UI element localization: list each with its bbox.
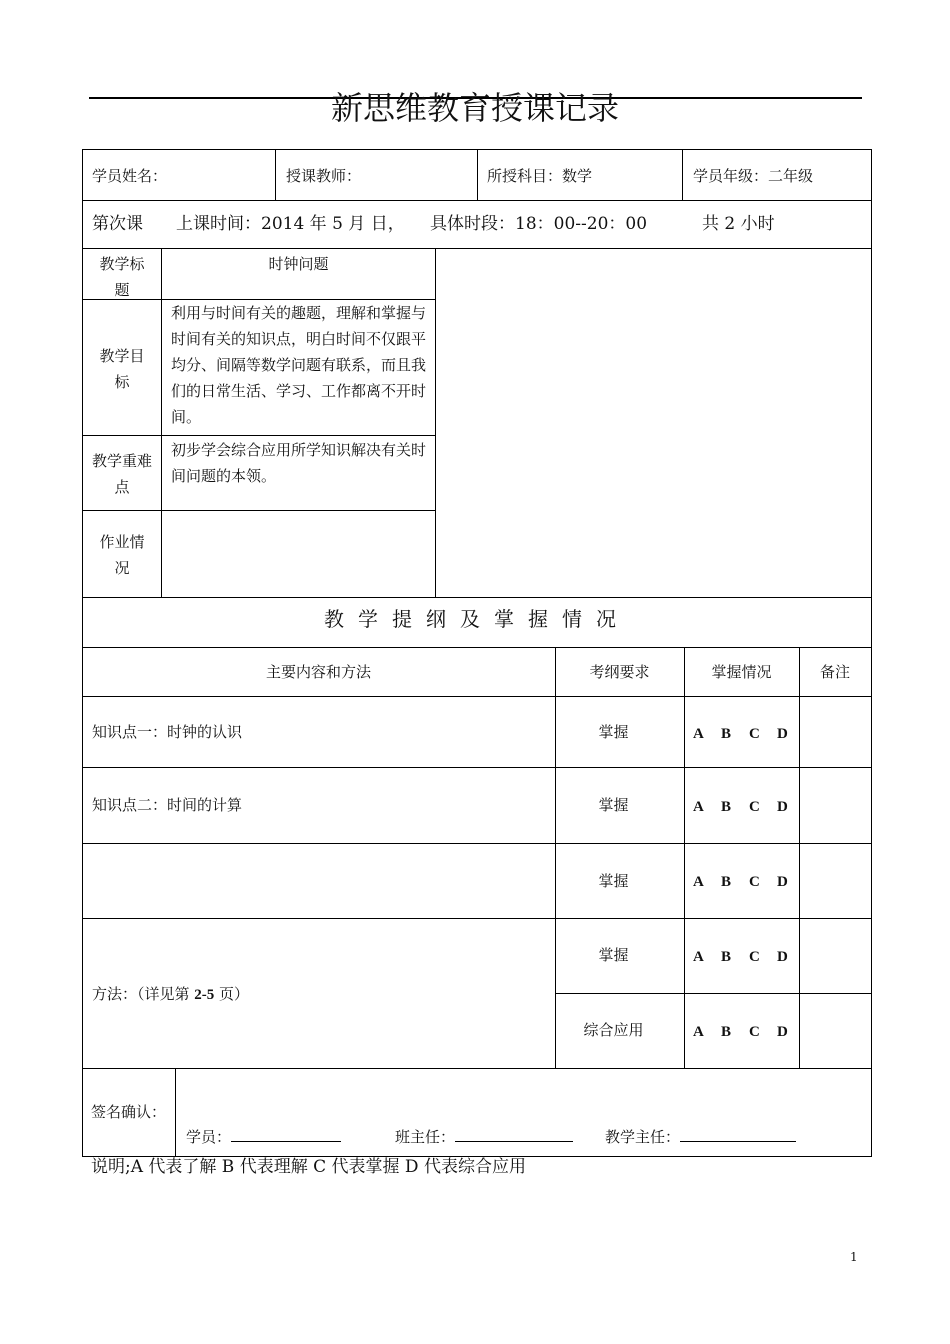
sign-class-teacher: 班主任： bbox=[395, 1124, 573, 1150]
row-1-req: 掌握 bbox=[598, 723, 629, 741]
grade-d: D bbox=[777, 949, 788, 965]
key-label: 教学重难点 bbox=[92, 452, 153, 496]
grade-a: A bbox=[693, 874, 704, 890]
grade-a: A bbox=[693, 1024, 704, 1040]
student-name-label: 学员姓名： bbox=[92, 167, 168, 185]
grade-c: C bbox=[749, 949, 760, 965]
goal-label: 教学目标 bbox=[99, 347, 145, 391]
lesson-total: 共 2 小时 bbox=[702, 214, 775, 234]
grade-a: A bbox=[693, 726, 704, 742]
row-4-req: 掌握 bbox=[598, 946, 629, 964]
outline-title: 教学提纲及掌握情况 bbox=[324, 607, 630, 631]
col-content-header: 主要内容和方法 bbox=[265, 663, 371, 681]
lesson-time: 上课时间：2014 年 5 月 日， bbox=[176, 214, 405, 234]
row-2-content: 知识点二：时间的计算 bbox=[92, 796, 243, 814]
row-3-grades bbox=[693, 872, 805, 892]
row-5-req: 综合应用 bbox=[583, 1021, 644, 1039]
row-4-grades bbox=[693, 947, 805, 967]
row-5-grades bbox=[693, 1022, 805, 1042]
method-text: 方法：（详见第 2-5 页） bbox=[92, 985, 250, 1003]
page-title: 新思维教育授课记录 bbox=[330, 89, 619, 127]
class-teacher-signature-line[interactable] bbox=[455, 1125, 573, 1142]
row-3-req: 掌握 bbox=[598, 872, 629, 890]
grade-b: B bbox=[721, 726, 732, 742]
grade-b: B bbox=[721, 1024, 732, 1040]
homework-label: 作业情况 bbox=[99, 533, 145, 577]
grade-d: D bbox=[777, 1024, 788, 1040]
teacher-label: 授课教师： bbox=[286, 167, 362, 185]
legend-note: 说明;A 代表了解 B 代表理解 C 代表掌握 D 代表综合应用 bbox=[91, 1157, 526, 1177]
page-number: 1 bbox=[850, 1250, 858, 1264]
col-note-header: 备注 bbox=[819, 663, 850, 681]
subject-label: 所授科目：数学 bbox=[487, 167, 593, 185]
key-value: 初步学会综合应用所学知识解决有关时间问题的本领。 bbox=[171, 441, 427, 485]
grade-c: C bbox=[749, 1024, 760, 1040]
grade-c: C bbox=[749, 874, 760, 890]
col-req-header: 考纲要求 bbox=[589, 663, 650, 681]
sign-label: 签名确认： bbox=[91, 1103, 167, 1121]
grade-a: A bbox=[693, 949, 704, 965]
grade-c: C bbox=[749, 799, 760, 815]
row-1-content: 知识点一：时钟的认识 bbox=[92, 723, 243, 741]
grade-d: D bbox=[777, 874, 788, 890]
goal-value: 利用与时间有关的趣题，理解和掌握与时间有关的知识点，明白时间不仅跟平均分、间隔等数学问题有联系，而且我们的日常生活、学习、工作都离不开时间。 bbox=[171, 304, 427, 426]
lesson-number: 第次课 bbox=[92, 214, 143, 234]
row-2-grades bbox=[693, 797, 805, 817]
grade-b: B bbox=[721, 874, 732, 890]
grade-a: A bbox=[693, 799, 704, 815]
lesson-period: 具体时段：18：00--20：00 bbox=[430, 214, 648, 234]
sign-director: 教学主任： bbox=[605, 1124, 796, 1150]
topic-value: 时钟问题 bbox=[268, 255, 329, 273]
row-1-grades bbox=[693, 724, 805, 744]
topic-label: 教学标题 bbox=[99, 255, 145, 299]
sign-student: 学员： bbox=[186, 1124, 341, 1150]
grade-d: D bbox=[777, 799, 788, 815]
grade-b: B bbox=[721, 949, 732, 965]
director-signature-line[interactable] bbox=[680, 1125, 796, 1142]
grade-label: 学员年级：二年级 bbox=[693, 167, 814, 185]
grade-d: D bbox=[777, 726, 788, 742]
col-mastery-header: 掌握情况 bbox=[711, 663, 772, 681]
grade-b: B bbox=[721, 799, 732, 815]
grade-c: C bbox=[749, 726, 760, 742]
student-signature-line[interactable] bbox=[231, 1125, 341, 1142]
row-2-req: 掌握 bbox=[598, 796, 629, 814]
